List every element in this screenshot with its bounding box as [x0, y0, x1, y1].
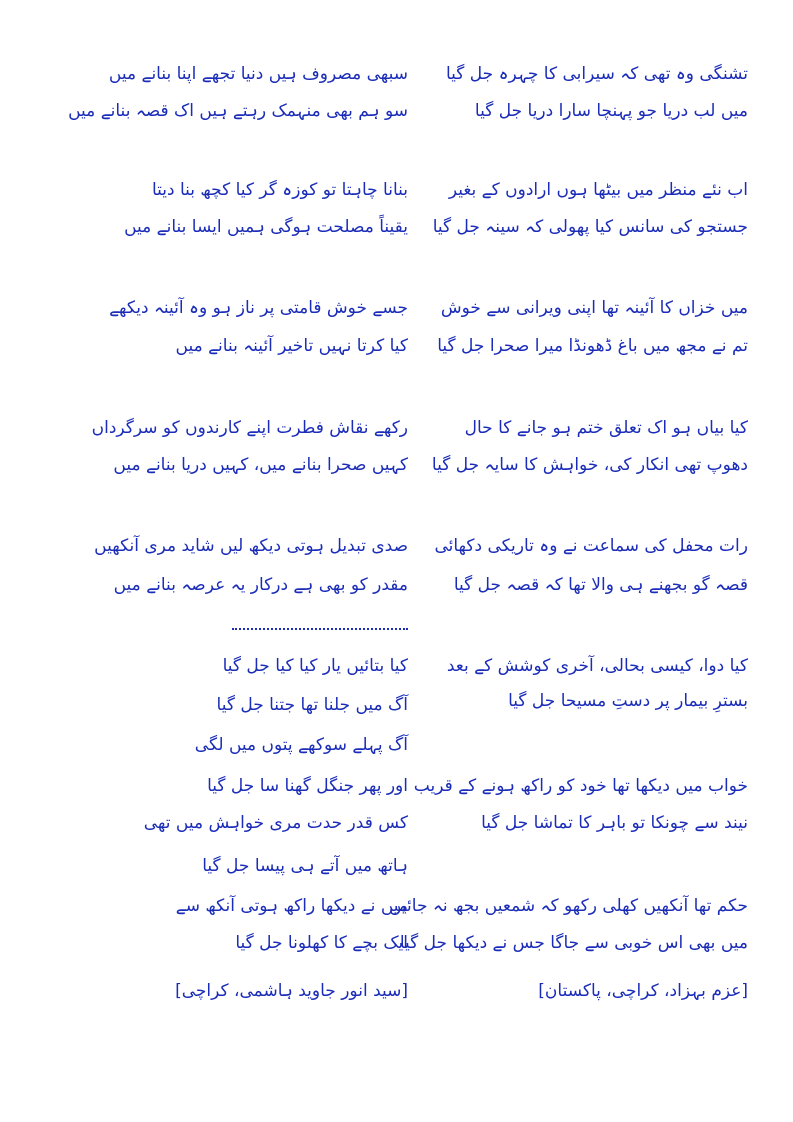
right-line-3: اب نئے منظر میں بیٹھا ہوں ارادوں کے بغیر	[448, 180, 748, 200]
left-line-4: یقیناً مصلحت ہوگی ہمیں ایسا بنانے میں	[124, 217, 408, 237]
left-line-11: کیا بتائیں یار کیا کیا جل گیا	[222, 656, 408, 676]
left-line-16: ہاتھ میں آتے ہی پیسا جل گیا	[202, 856, 408, 876]
left-line-1: سبھی مصروف ہیں دنیا تجھے اپنا بنانے میں	[108, 64, 408, 84]
right-line-12: بسترِ بیمار پر دستِ مسیحا جل گیا	[508, 691, 748, 711]
right-line-16: میں بھی اس خوبی سے جاگا جس نے دیکھا جل گیا	[399, 933, 748, 953]
right-line-1: تشنگی وہ تھی کہ سیرابی کا چہرہ جل گیا	[445, 64, 748, 84]
left-line-9: صدی تبدیل ہوتی دیکھ لیں شاید مری آنکھیں	[94, 536, 408, 556]
right-line-5: میں خزاں کا آئینہ تھا اپنی ویرانی سے خوش	[440, 298, 748, 318]
left-line-5: جسے خوش قامتی پر ناز ہو وہ آئینہ دیکھے	[109, 298, 408, 318]
right-line-10: قصہ گو بجھنے ہی والا تھا کہ قصہ جل گیا	[453, 575, 748, 595]
left-line-14: اور پھر جنگل گھنا سا جل گیا	[207, 776, 408, 796]
dotted-separator	[232, 624, 408, 630]
left-line-15: کس قدر حدت مری خواہش میں تھی	[143, 813, 408, 833]
right-line-4: جستجو کی سانس کیا پھولی کہ سینہ جل گیا	[432, 217, 748, 237]
left-line-8: کہیں صحرا بنانے میں، کہیں دریا بنانے میں	[113, 455, 408, 475]
left-line-2: سو ہم بھی منہمک رہتے ہیں اک قصہ بنانے میں	[68, 101, 408, 121]
right-attribution: [عزم بہزاد، کراچی، پاکستان]	[538, 981, 748, 1001]
right-line-9: رات محفل کی سماعت نے وہ تاریکی دکھائی	[434, 536, 748, 556]
left-attribution: [سید انور جاوید ہاشمی، کراچی]	[175, 981, 408, 1001]
right-line-6: تم نے مجھ میں باغ ڈھونڈا میرا صحرا جل گیا	[437, 336, 748, 356]
left-line-18: ایک بچے کا کھلونا جل گیا	[235, 933, 408, 953]
left-line-3: بنانا چاہتا تو کوزہ گر کیا کچھ بنا دیتا	[151, 180, 408, 200]
left-line-13: آگ پہلے سوکھے پتوں میں لگی	[194, 735, 408, 755]
left-line-10: مقدر کو بھی ہے درکار یہ عرصہ بنانے میں	[113, 575, 408, 595]
right-line-7: کیا بیاں ہو اک تعلق ختم ہو جانے کا حال	[464, 418, 748, 438]
right-line-11: کیا دوا، کیسی بحالی، آخری کوشش کے بعد	[446, 656, 748, 676]
left-line-7: رکھے نقاش فطرت اپنے کارندوں کو سرگرداں	[91, 418, 408, 438]
right-line-2: میں لب دریا جو پہنچا سارا دریا جل گیا	[474, 101, 748, 121]
left-line-6: کیا کرتا نہیں تاخیر آئینہ بنانے میں	[175, 336, 408, 356]
left-line-12: آگ میں جلنا تھا جتنا جل گیا	[216, 695, 408, 715]
right-line-14: نیند سے چونکا تو باہر کا تماشا جل گیا	[481, 813, 748, 833]
right-line-15: حکم تھا آنکھیں کھلی رکھو کہ شمعیں بجھ نہ جائیں	[388, 896, 748, 916]
right-line-8: دھوپ تھی انکار کی، خواہش کا سایہ جل گیا	[431, 455, 748, 475]
left-line-17: میں نے دیکھا راکھ ہوتی آنکھ سے	[175, 896, 408, 916]
right-line-13: خواب میں دیکھا تھا خود کو راکھ ہونے کے قریب	[413, 776, 748, 796]
